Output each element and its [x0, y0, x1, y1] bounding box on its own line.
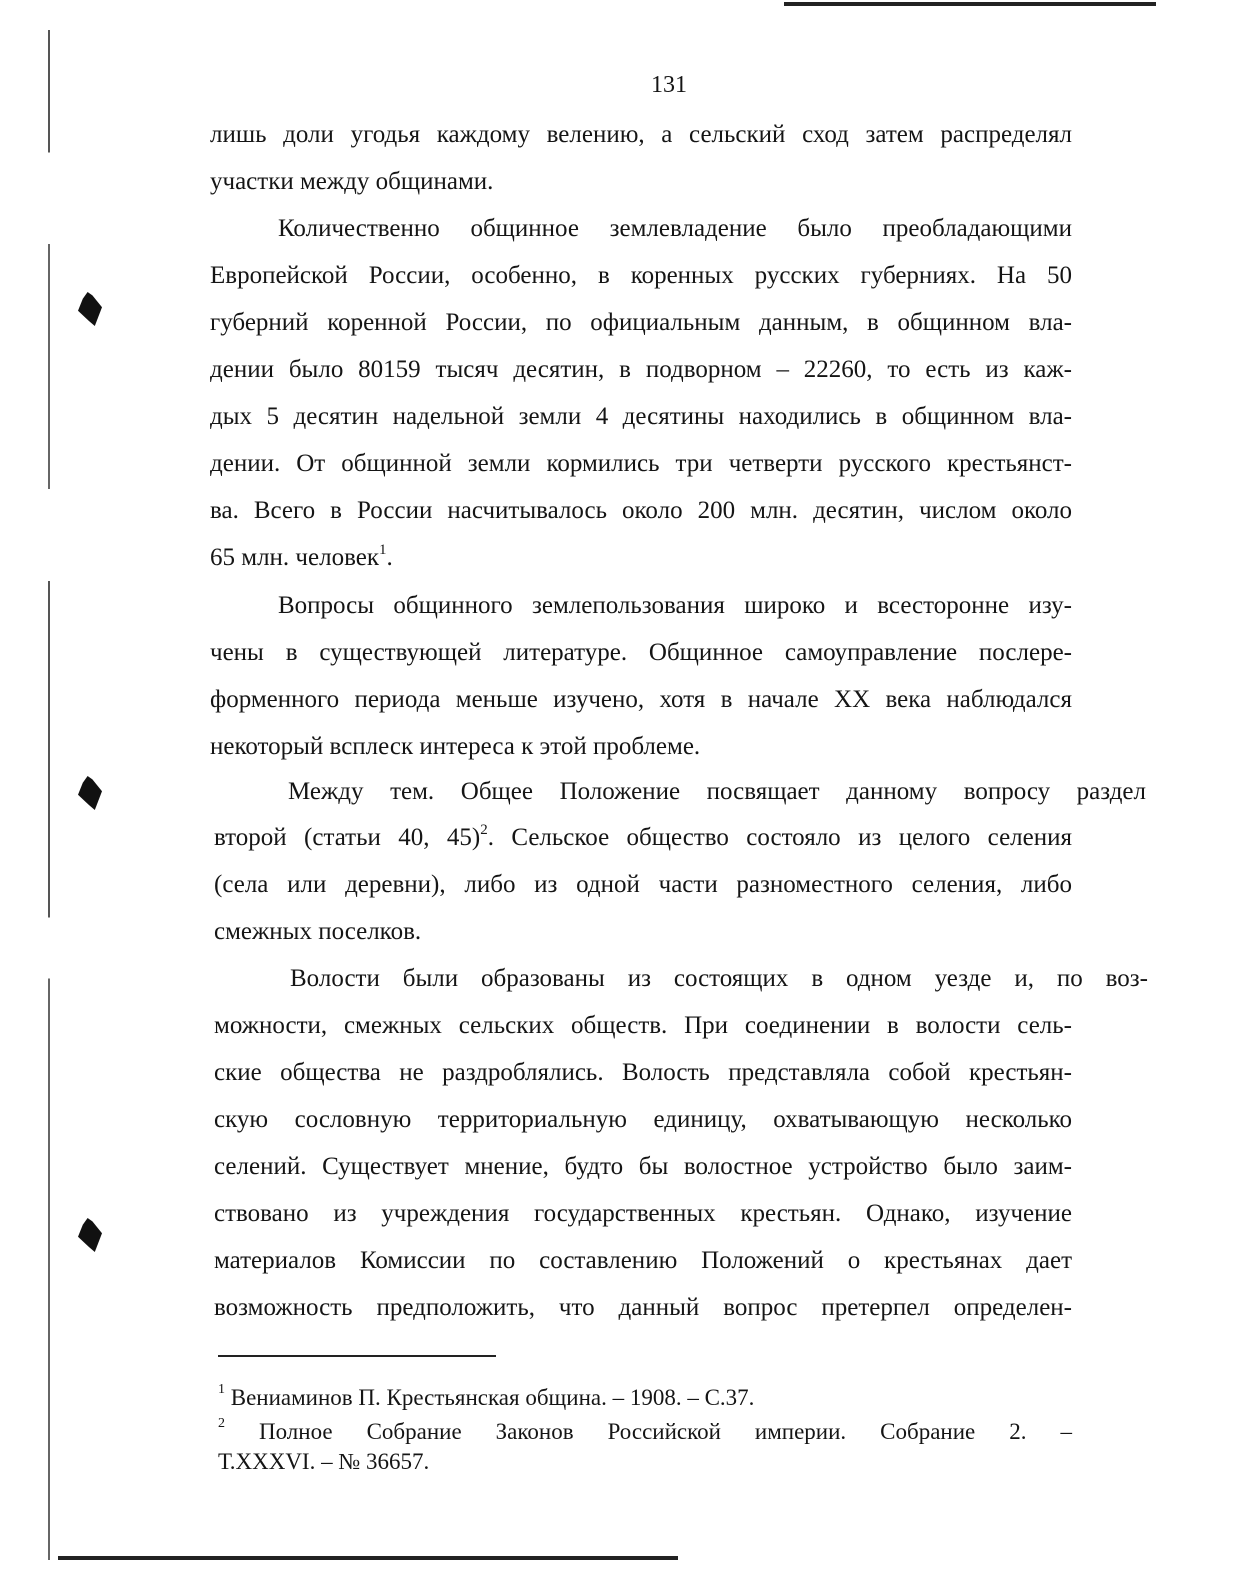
- paragraph-first-line: Вопросы общинного землепользования широко и всесторонне изу-: [278, 592, 1072, 619]
- text-line: селений. Существует мнение, будто бы волостное устройство было заим-: [214, 1153, 1072, 1180]
- text-line: участки между общинами.: [210, 168, 494, 195]
- footnote-marker: 2: [218, 1416, 225, 1432]
- text-line: лишь доли угодья каждому велению, а сельский сход затем распределял: [210, 121, 1072, 148]
- scan-edge-bottom: [58, 1556, 678, 1560]
- text-line: губерний коренной России, по официальным данным, в общинном вла-: [210, 309, 1072, 336]
- text-line: форменного периода меньше изучено, хотя в начале XX века наблюдался: [210, 686, 1072, 713]
- footnote-2-continued: Т.XXXVI. – № 36657.: [218, 1449, 430, 1474]
- text-line: [214, 823, 1072, 853]
- punch-hole-mark: [78, 1218, 102, 1252]
- scan-edge-top: [784, 2, 1156, 6]
- footnote-1: [218, 1384, 1072, 1412]
- text-line: дении. От общинной земли кормились три четверти русского крестьянст-: [210, 450, 1072, 477]
- text-line: [210, 543, 1072, 573]
- line-text: 65 млн. человек: [210, 544, 379, 571]
- footnote-text: Полное Собрание Законов Российской империи. Собрание 2. –: [225, 1419, 1072, 1444]
- text-line: чены в существующей литературе. Общинное самоуправление послере-: [210, 639, 1072, 666]
- punch-hole-mark: [78, 292, 102, 326]
- text-line: ва. Всего в России насчитывалось около 200 млн. десятин, числом около: [210, 497, 1072, 524]
- text-line: (села или деревни), либо из одной части разноместного селения, либо: [214, 871, 1072, 898]
- text-line: ские общества не раздроблялись. Волость представляла собой крестьян-: [214, 1059, 1072, 1086]
- footnote-text: Вениаминов П. Крестьянская община. – 1908. – С.37.: [225, 1385, 755, 1410]
- footnote-2: [218, 1418, 1072, 1446]
- text-line: дых 5 десятин надельной земли 4 десятины находились в общинном вла-: [210, 403, 1072, 430]
- footnote-ref: 2: [480, 821, 488, 838]
- text-line: возможность предположить, что данный вопрос претерпел определен-: [214, 1294, 1072, 1321]
- scan-edge-left: [48, 30, 50, 1560]
- text-line: дении было 80159 тысяч десятин, в подворном – 22260, то есть из каж-: [210, 356, 1072, 383]
- paragraph-first-line: Количественно общинное землевладение было преобладающими: [278, 215, 1072, 242]
- line-text: второй (статьи 40, 45): [214, 824, 481, 851]
- line-text: .: [386, 544, 393, 571]
- line-text: . Сельское общество состояло из целого селения: [487, 824, 1072, 851]
- text-line: смежных поселков.: [214, 918, 422, 945]
- paragraph-first-line: Волости были образованы из состоящих в одном уезде и, по воз-: [290, 965, 1148, 992]
- page-number: 131: [651, 72, 687, 98]
- text-line: можности, смежных сельских обществ. При соединении в волости сель-: [214, 1012, 1072, 1039]
- text-line: Европейской России, особенно, в коренных русских губерниях. На 50: [210, 262, 1072, 289]
- punch-hole-mark: [78, 776, 102, 810]
- text-line: скую сословную территориальную единицу, охватывающую несколько: [214, 1106, 1072, 1133]
- text-line: некоторый всплеск интереса к этой проблеме.: [210, 733, 701, 760]
- footnote-marker: 1: [218, 1382, 225, 1398]
- footnote-separator: [218, 1355, 496, 1357]
- paragraph-first-line: Между тем. Общее Положение посвящает данному вопросу раздел: [288, 778, 1146, 805]
- text-line: ствовано из учреждения государственных крестьян. Однако, изучение: [214, 1200, 1072, 1227]
- footnote-ref: 1: [378, 541, 387, 558]
- text-line: материалов Комиссии по составлению Положений о крестьянах дает: [214, 1247, 1072, 1274]
